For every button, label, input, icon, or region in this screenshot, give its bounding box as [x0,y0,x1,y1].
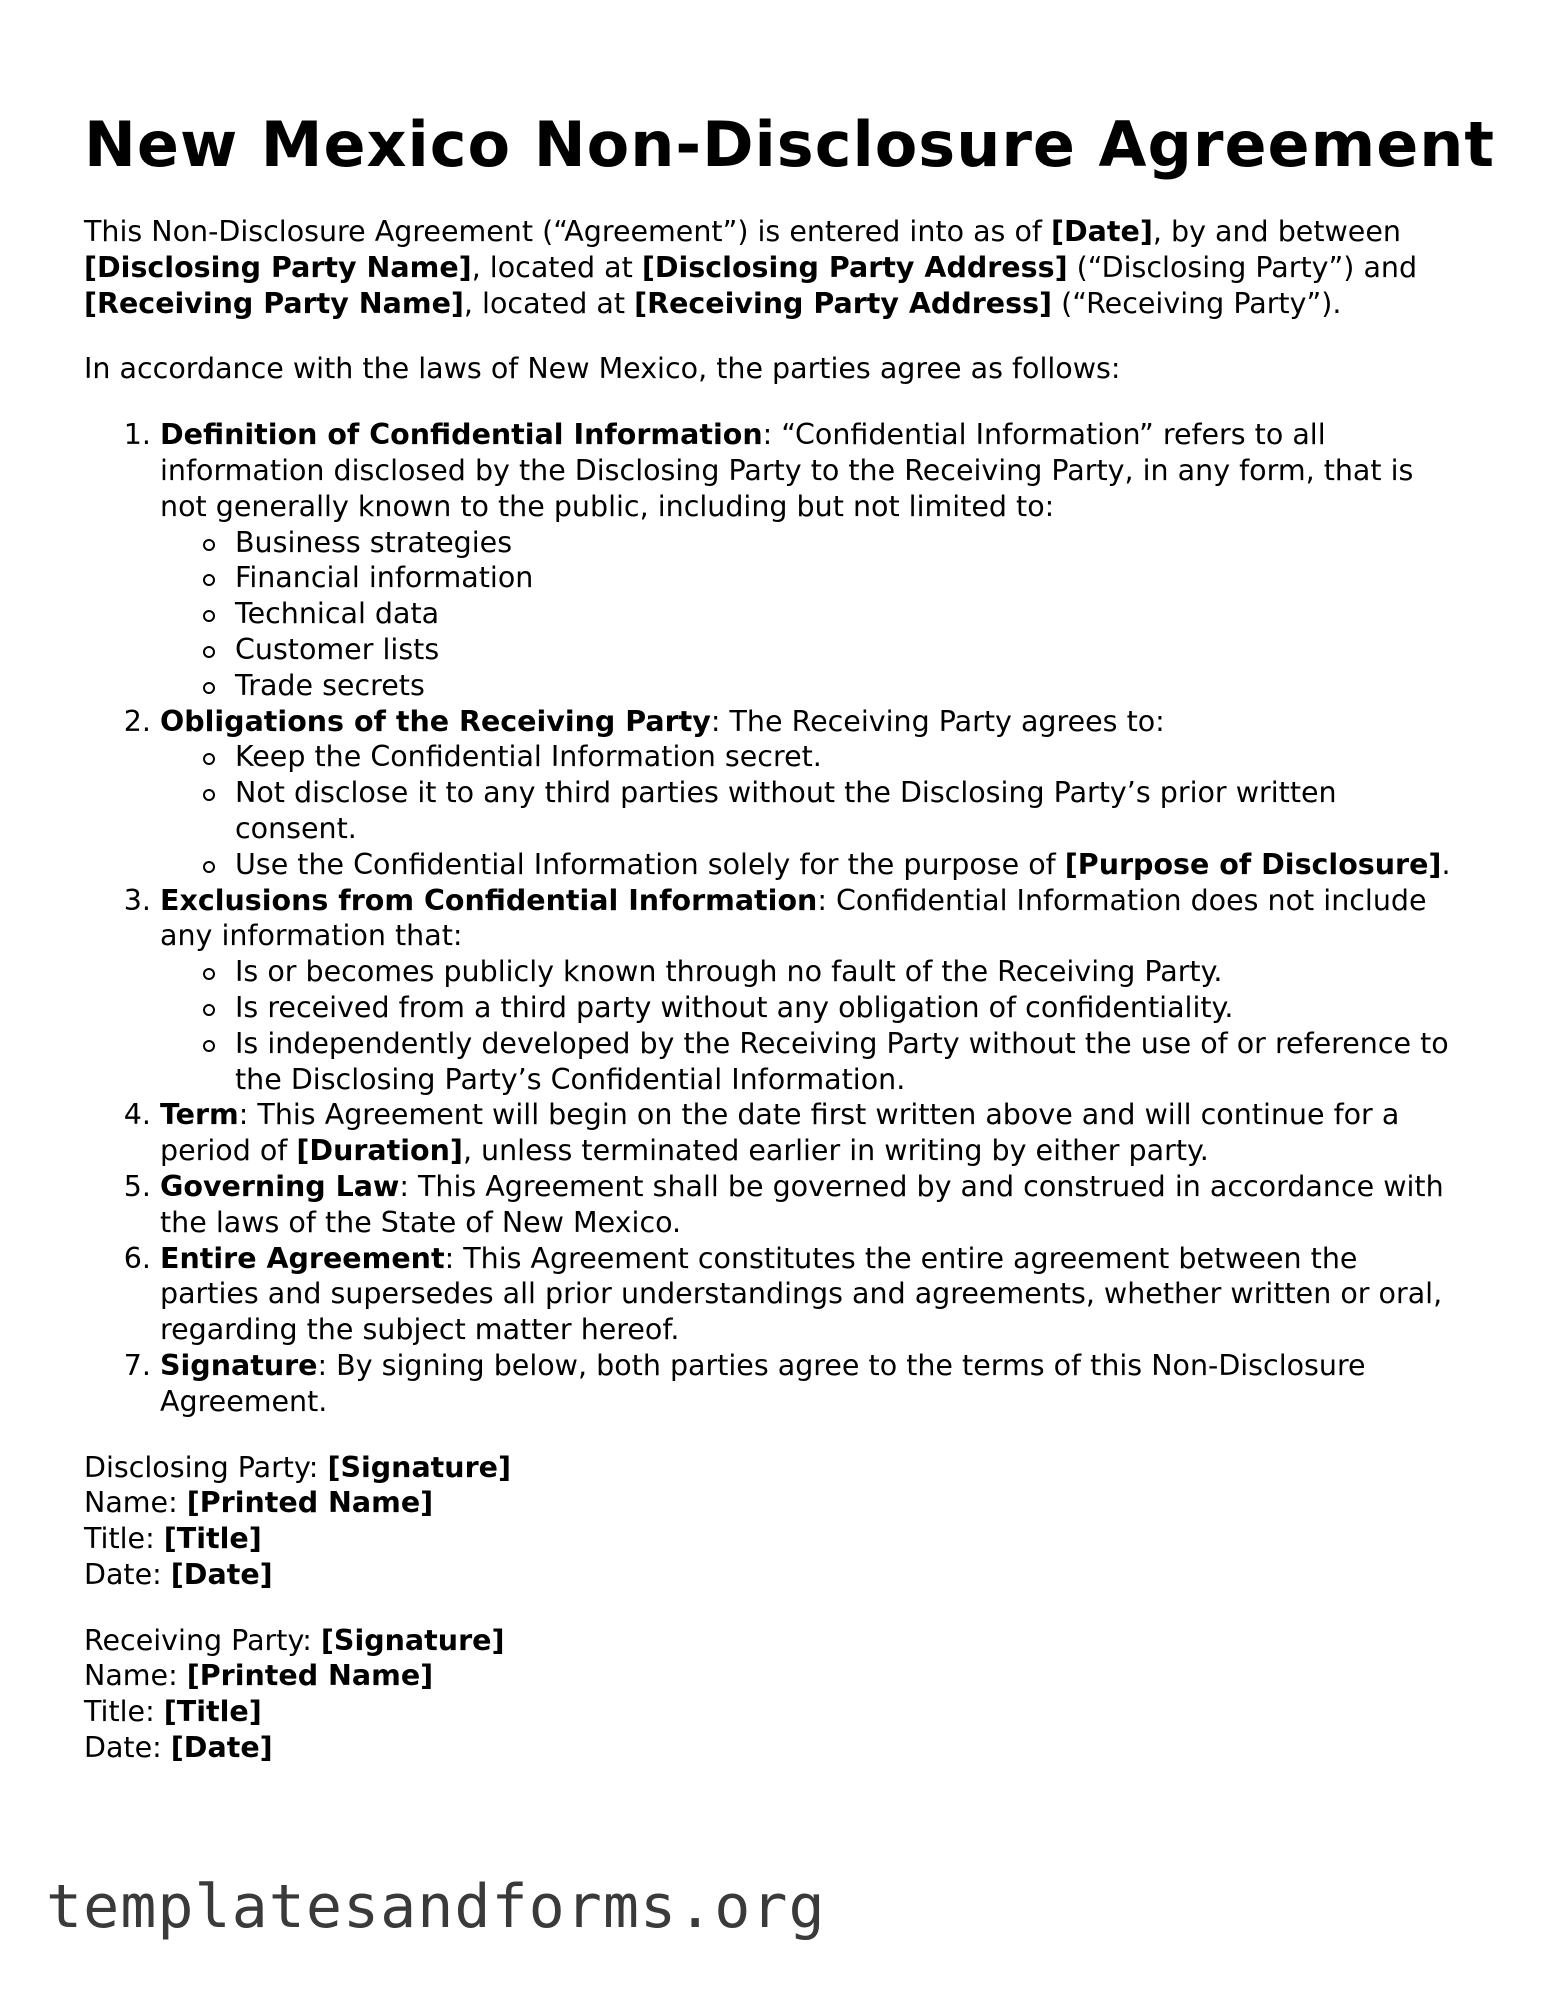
name-label: Name: [84,1659,187,1693]
agreement-date-placeholder: [Date] [1050,215,1153,248]
list-item: Customer lists [235,632,1464,668]
title-placeholder: [Title] [163,1695,262,1729]
signature-line [84,1623,1464,1659]
page-title: New Mexico Non-Disclosure Agreement [84,108,1496,181]
list-item-text: Use the Confidential Information solely for the purpose of [235,847,1065,881]
title-line [84,1694,1464,1730]
clause-text: , unless terminated earlier in writing by either party. [462,1134,1209,1168]
clause-exclusions [160,883,1464,1098]
printed-name-placeholder: [Printed Name] [186,1659,434,1693]
disclosing-address-placeholder: [Disclosing Party Address] [641,250,1068,284]
intro-text: , located at [471,250,642,284]
date-placeholder: [Date] [170,1731,273,1765]
clause-text: : This Agreement constitutes the entire agreement between the parties and supersedes all prior understandings and agreements, whether written or oral, regarding the subject matter hereof. [160,1241,1443,1347]
printed-name-line [84,1658,1464,1694]
list-item: Financial information [235,560,1464,596]
clause-text: : “Confidential Information” refers to all information disclosed by the Disclosing Party to the Receiving Party, in any form, that is not generally known to the public, including but not limited to: [160,418,1414,523]
printed-name-line [84,1485,1464,1521]
disclosing-signature-block [84,1450,1464,1593]
list-item: Business strategies [235,525,1464,561]
signature-label: Disclosing Party: [84,1450,328,1484]
clause-heading: Governing Law [160,1169,400,1203]
signature-placeholder: [Signature] [320,1623,505,1657]
intro-text: , located at [463,286,635,320]
title-label: Title: [84,1522,164,1556]
clause-signature [160,1348,1464,1420]
list-item: Keep the Confidential Information secret. [235,739,1464,775]
title-line [84,1521,1464,1557]
list-item: Is received from a third party without any obligation of confidentiality. [235,990,1464,1026]
duration-placeholder: [Duration] [296,1134,463,1168]
clause-heading: Term [160,1098,239,1132]
date-label: Date: [84,1731,171,1765]
clause-heading: Exclusions from Confidential Information [160,883,818,917]
list-item-text: . [1441,847,1451,881]
name-label: Name: [84,1486,187,1520]
exclusions-list [160,954,1464,1097]
clause-heading: Obligations of the Receiving Party [160,704,711,738]
clause-text: : This Agreement shall be governed by and construed in accordance with the laws of the State of New Mexico. [160,1169,1444,1239]
confidential-info-list [160,525,1464,704]
receiving-address-placeholder: [Receiving Party Address] [634,286,1053,320]
clause-text: : The Receiving Party agrees to: [710,704,1165,738]
receiving-name-placeholder: [Receiving Party Name] [84,286,464,320]
signature-placeholder: [Signature] [327,1450,512,1484]
title-placeholder: [Title] [163,1522,262,1556]
intro-text: (“Receiving Party”). [1052,286,1342,320]
clause-definition [160,417,1464,703]
signature-line [84,1450,1464,1486]
purpose-placeholder: [Purpose of Disclosure] [1064,847,1442,881]
obligations-list [160,739,1464,882]
date-placeholder: [Date] [170,1557,273,1591]
list-item: Is or becomes publicly known through no fault of the Receiving Party. [235,954,1464,990]
intro-text: , by and between [1152,215,1401,248]
clause-obligations [160,704,1464,883]
clauses-list [84,417,1464,1419]
printed-name-placeholder: [Printed Name] [186,1486,434,1520]
clause-heading: Entire Agreement [160,1241,445,1275]
clause-text: : By signing below, both parties agree to the terms of this Non-Disclosure Agreement. [160,1348,1366,1418]
list-item: Technical data [235,596,1464,632]
intro-text: This Non-Disclosure Agreement (“Agreement”) is entered into as of [84,215,1051,248]
document-page [84,104,1496,1766]
date-line [84,1730,1464,1766]
list-item: Trade secrets [235,668,1464,704]
date-line [84,1557,1464,1593]
clause-entire-agreement [160,1241,1464,1348]
clause-text: : This Agreement will begin on the date first written above and will continue for a period of [160,1098,1400,1168]
disclosing-name-placeholder: [Disclosing Party Name] [84,250,472,284]
intro-text: (“Disclosing Party”) and [1067,250,1418,284]
intro-paragraph [84,214,1464,321]
site-watermark: templatesandforms.org [46,1872,826,1942]
clause-term [160,1097,1464,1169]
list-item: Not disclose it to any third parties without the Disclosing Party’s prior written consent. [235,775,1464,847]
list-item: Is independently developed by the Receiving Party without the use of or reference to the Disclosing Party’s Confidential Information. [235,1026,1464,1098]
signature-label: Receiving Party: [84,1623,321,1657]
accordance-paragraph: In accordance with the laws of New Mexico, the parties agree as follows: [84,352,1121,386]
receiving-signature-block [84,1623,1464,1766]
clause-text: : Confidential Information does not include any information that: [160,883,1427,953]
title-label: Title: [84,1695,164,1729]
list-item [235,847,1464,883]
date-label: Date: [84,1557,171,1591]
clause-heading: Definition of Confidential Information [160,418,763,452]
clause-governing-law [160,1169,1464,1241]
clause-heading: Signature [160,1348,318,1382]
